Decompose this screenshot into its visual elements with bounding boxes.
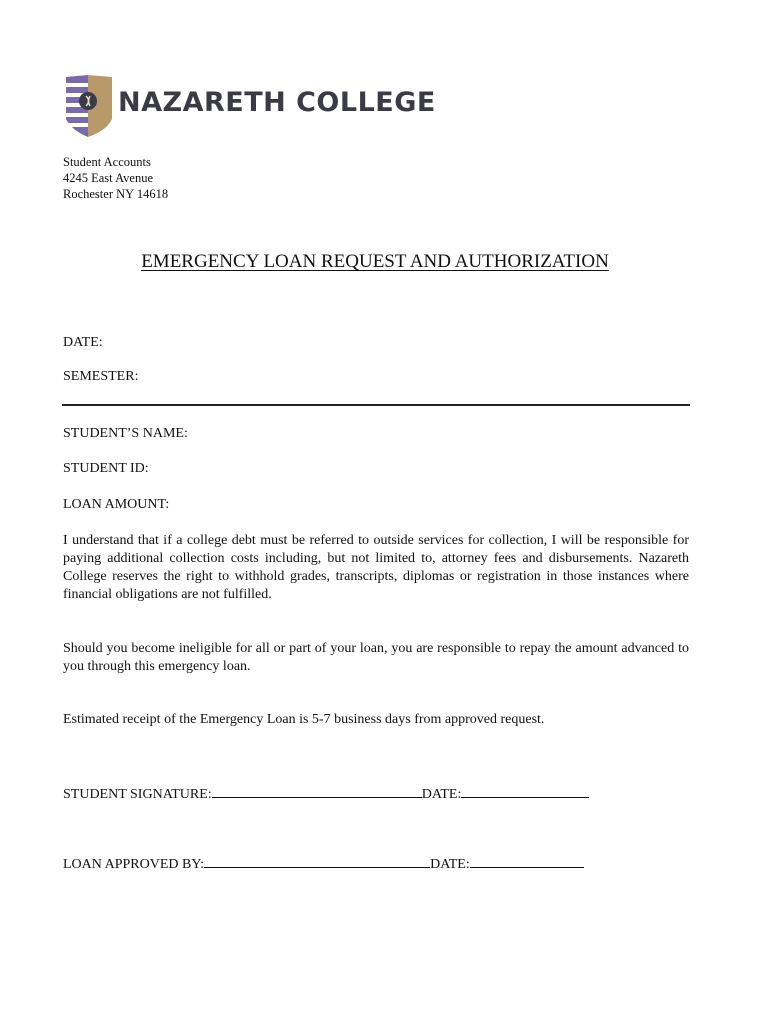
receipt-estimate-paragraph: Estimated receipt of the Emergency Loan is 5-7 business days from approved request. [63,712,545,727]
approved-date-label: DATE: [430,857,470,872]
student-signature-line[interactable] [212,783,422,798]
student-name-label: STUDENT’S NAME: [63,426,188,441]
logo-wordmark: NAZARETH COLLEGE [118,87,436,118]
shield-icon [62,73,118,141]
approval-row [63,853,584,873]
section-divider [62,404,690,406]
address-line: 4245 East Avenue [63,171,154,185]
student-signature-row [63,783,589,803]
loan-amount-label: LOAN AMOUNT: [63,497,170,512]
student-date-line[interactable] [461,783,589,798]
college-logo [62,73,436,141]
semester-field-label: SEMESTER: [63,369,139,384]
repayment-paragraph: Should you become ineligible for all or part of your loan, you are responsible to repay the amount advanced to you through this emergency loan. [63,641,689,674]
address-block [63,154,168,202]
approved-by-line[interactable] [204,853,430,868]
student-id-label: STUDENT ID: [63,461,149,476]
address-line: Rochester NY 14618 [63,187,169,201]
address-line: Student Accounts [63,155,151,169]
form-title: EMERGENCY LOAN REQUEST AND AUTHORIZATION [141,251,609,272]
date-field-label: DATE: [63,335,103,350]
student-signature-label: STUDENT SIGNATURE: [63,787,212,802]
approved-date-line[interactable] [470,853,584,868]
approved-by-label: LOAN APPROVED BY: [63,857,205,872]
student-date-label: DATE: [421,787,462,802]
collection-terms-paragraph: I understand that if a college debt must be referred to outside services for collection, I will be responsible for paying additional collection costs including, but not limited to, attorney fees and disbursements. Nazareth College reserves the right to withhold grades, transcripts, diplomas or registration in those instances where financial obligations are not fulfilled. [63,533,689,602]
